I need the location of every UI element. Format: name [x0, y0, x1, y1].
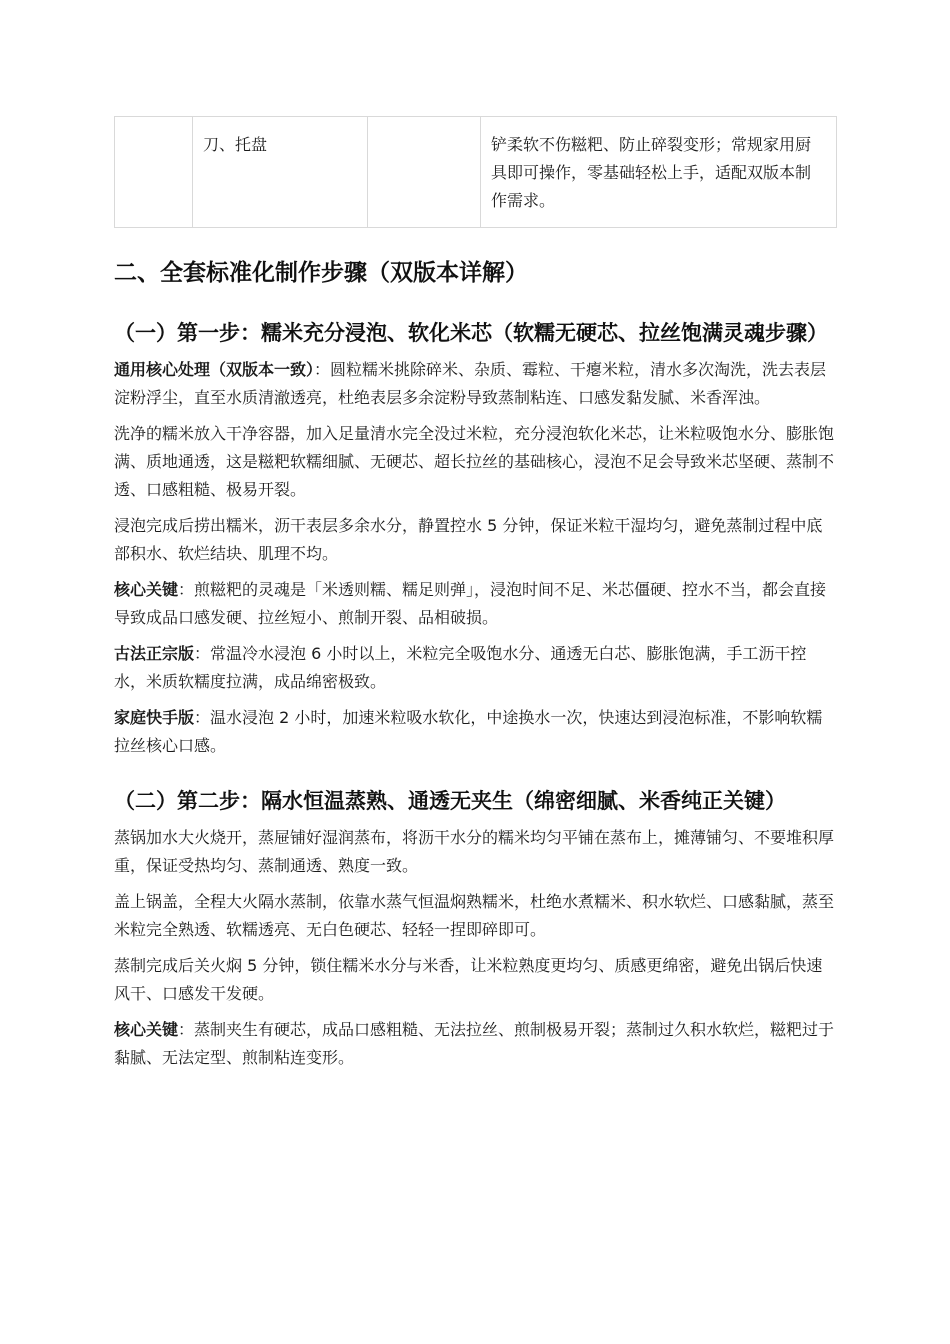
- table-row: [115, 117, 837, 228]
- paragraph-text: 洗净的糯米放入干净容器，加入足量清水完全没过米粒，充分浸泡软化米芯，让米粒吸饱水分、膨胀饱满、质地通透，这是糍粑软糯细腻、无硬芯、超长拉丝的基础核心，浸泡不足会导致米芯坚硬、蒸制不透、口感粗糙、极易开裂。: [114, 424, 835, 499]
- table-cell: 刀、托盘: [193, 117, 368, 228]
- paragraph: [114, 420, 836, 504]
- paragraph-lead: 通用核心处理（双版本一致）: [114, 360, 315, 379]
- paragraph-text: ：温水浸泡 2 小时，加速米粒吸水软化，中途换水一次，快速达到浸泡标准，不影响软糯拉丝核心口感。: [114, 708, 823, 755]
- paragraph-text: 浸泡完成后捞出糯米，沥干表层多余水分，静置控水 5 分钟，保证米粒干湿均匀，避免蒸制过程中底部积水、软烂结块、肌理不均。: [114, 516, 823, 563]
- paragraph: [114, 888, 836, 944]
- paragraph: [114, 1016, 836, 1072]
- paragraph-lead: 古法正宗版: [114, 644, 195, 663]
- paragraph-lead: 核心关键: [114, 580, 179, 599]
- table-cell: [368, 117, 481, 228]
- paragraph: [114, 640, 836, 696]
- paragraph-lead: 核心关键: [114, 1020, 179, 1039]
- paragraph-text: ：煎糍粑的灵魂是「米透则糯、糯足则弹」，浸泡时间不足、米芯僵硬、控水不当，都会直接导致成品口感发硬、拉丝短小、煎制开裂、品相破损。: [114, 580, 827, 627]
- document-page: [114, 116, 836, 1072]
- paragraph: [114, 824, 836, 880]
- paragraph: [114, 576, 836, 632]
- paragraph-text: 蒸锅加水大火烧开，蒸屉铺好湿润蒸布，将沥干水分的糯米均匀平铺在蒸布上，摊薄铺匀、不要堆积厚重，保证受热均匀、蒸制通透、熟度一致。: [114, 828, 835, 875]
- step1-heading: （一）第一步：糯米充分浸泡、软化米芯（软糯无硬芯、拉丝饱满灵魂步骤）: [114, 321, 828, 345]
- paragraph: [114, 952, 836, 1008]
- paragraph-text: 蒸制完成后关火焖 5 分钟，锁住糯米水分与米香，让米粒熟度更均匀、质感更绵密，避免出锅后快速风干、口感发干发硬。: [114, 956, 823, 1003]
- paragraph: [114, 356, 836, 412]
- paragraph-text: 盖上锅盖，全程大火隔水蒸制，依靠水蒸气恒温焖熟糯米，杜绝水煮糯米、积水软烂、口感黏腻，蒸至米粒完全熟透、软糯透亮、无白色硬芯、轻轻一捏即碎即可。: [114, 892, 835, 939]
- table-cell: 铲柔软不伤糍粑、防止碎裂变形；常规家用厨具即可操作，零基础轻松上手，适配双版本制作需求。: [481, 117, 837, 228]
- section-heading: 二、全套标准化制作步骤（双版本详解）: [114, 260, 528, 286]
- table-cell: [115, 117, 193, 228]
- paragraph-text: ：蒸制夹生有硬芯，成品口感粗糙、无法拉丝、煎制极易开裂；蒸制过久积水软烂，糍粑过于黏腻、无法定型、煎制粘连变形。: [114, 1020, 835, 1067]
- paragraph-text: ：常温冷水浸泡 6 小时以上，米粒完全吸饱水分、通透无白芯、膨胀饱满，手工沥干控水，米质软糯度拉满，成品绵密极致。: [114, 644, 807, 691]
- step2-heading: （二）第二步：隔水恒温蒸熟、通透无夹生（绵密细腻、米香纯正关键）: [114, 789, 786, 813]
- paragraph: [114, 512, 836, 568]
- paragraph: [114, 704, 836, 760]
- paragraph-lead: 家庭快手版: [114, 708, 195, 727]
- paragraph-text: ：圆粒糯米挑除碎米、杂质、霉粒、干瘪米粒，清水多次淘洗，洗去表层淀粉浮尘，直至水质清澈透亮，杜绝表层多余淀粉导致蒸制粘连、口感发黏发腻、米香浑浊。: [114, 360, 827, 407]
- tools-table: [114, 116, 837, 228]
